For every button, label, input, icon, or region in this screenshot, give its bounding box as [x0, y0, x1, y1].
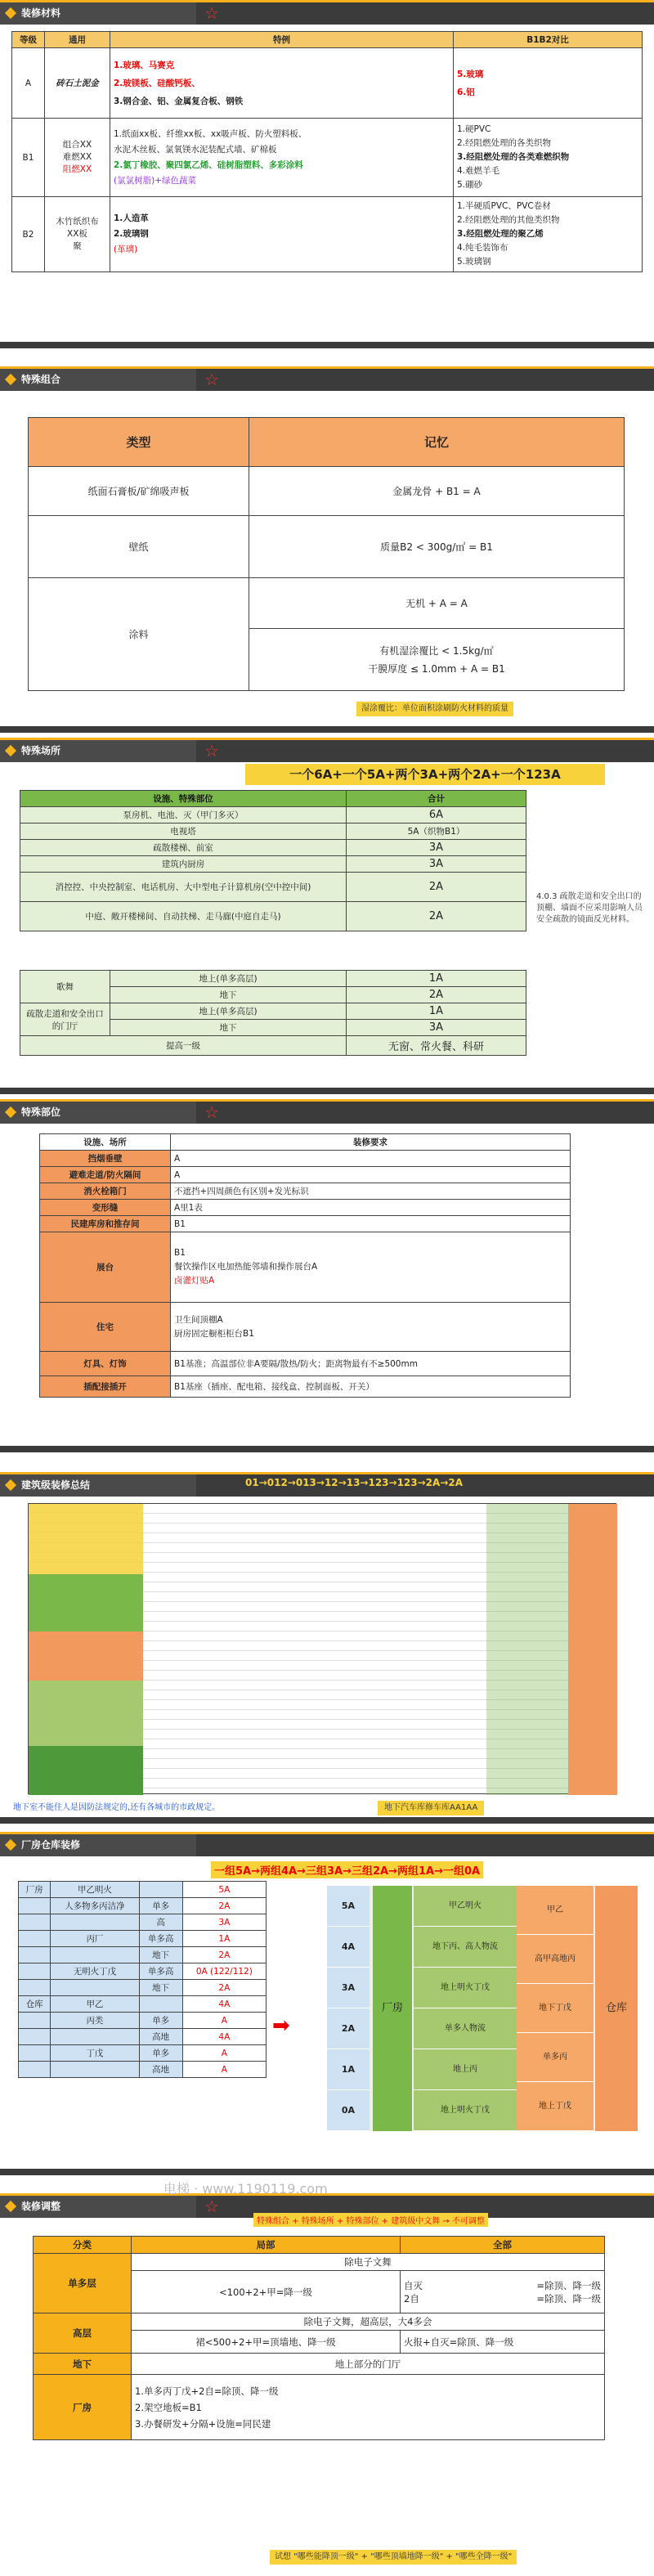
adjust-text: 地上部分的门厅 — [132, 2354, 605, 2375]
combo-memo: 干膜厚度 ≤ 1.0mm + A = B1 — [368, 662, 505, 675]
summary-grid — [28, 1503, 616, 1794]
col-head: 等级 — [12, 32, 45, 48]
adjust-text: 自灭 — [404, 2279, 423, 2291]
place: 消控控、中央控制室、电话机房、大中型电子计算机房(空中控中间) — [20, 873, 347, 902]
part: 插配接插开 — [40, 1376, 171, 1398]
plant-cell — [19, 2013, 51, 2029]
compare: 1.硬PVC — [457, 124, 491, 134]
col-head: 分类 — [34, 2237, 132, 2254]
plant-cell — [51, 2062, 139, 2078]
plant-row — [19, 2013, 267, 2029]
plant-label: 厂房 — [373, 1886, 412, 2131]
part-req: B1 — [171, 1216, 571, 1232]
combo-memo: 金属龙骨 + B1 = A — [249, 467, 625, 516]
plant-cell — [139, 1882, 182, 1898]
plant-row — [19, 1980, 267, 1996]
place-value: 2A — [347, 873, 526, 902]
part-req: B1基准；高温部位非A要隔/散热/防火；距离物最有不≥500mm — [171, 1352, 571, 1376]
combo-memo: 质量B2 < 300g/㎡ = B1 — [249, 516, 625, 578]
plant-row — [19, 1914, 267, 1931]
section-title: 装修材料 — [0, 2, 196, 25]
place-value: 2A — [347, 902, 526, 931]
part-req: 厨房固定橱柜柜台B1 — [174, 1328, 254, 1339]
plant-right — [327, 1886, 638, 2131]
plant-cell: 2A — [182, 1980, 266, 1996]
part-req: 卫生间顶棚A — [174, 1314, 223, 1325]
store-cell: 单多丙 — [517, 2033, 594, 2082]
example: 水泥木丝板、氯氧镁水泥装配式墙、矿棉板 — [114, 144, 277, 155]
place: 提高一级 — [20, 1036, 347, 1056]
star-icon: ☆ — [204, 3, 219, 23]
combo-type: 壁纸 — [29, 516, 249, 578]
part: 灯具、灯饰 — [40, 1352, 171, 1376]
place-value: 1A — [347, 1003, 526, 1020]
star-icon: ☆ — [204, 1102, 219, 1122]
place: 中庭、敞开楼梯间、自动扶梯、走马廊(中庭自走马) — [20, 902, 347, 931]
compare: 3.经阻燃处理的各类难燃织物 — [457, 152, 570, 162]
section-title: 装修调整 — [0, 2196, 196, 2218]
adjust-text: 1.单多丙丁戊+2自=除顶、降一级 — [135, 2385, 279, 2397]
part-req: 餐饮操作区电加热能邻墙和操作展台A — [174, 1262, 318, 1272]
place: 歌舞 — [20, 971, 110, 1003]
combo-table — [28, 417, 625, 691]
part-req: A — [171, 1167, 571, 1183]
level-label: 5A — [327, 1886, 370, 1927]
general: 砖石土泥金 — [45, 48, 110, 119]
general: 阻燃XX — [62, 164, 92, 174]
plant-cell: 地下 — [139, 1980, 182, 1996]
place: 疏散走道和安全出口的门厅 — [20, 1003, 110, 1036]
grade: B2 — [12, 197, 45, 272]
plant-row — [19, 2062, 267, 2078]
place-value: 无窗、常火餐、科研 — [347, 1036, 526, 1056]
example: 3.钢合金、铝、金属复合板、钢铁 — [114, 96, 244, 106]
part-req: B1 — [174, 1248, 186, 1258]
star-icon: ☆ — [204, 2197, 219, 2216]
divider — [0, 1817, 654, 1824]
example: (革璃) — [114, 245, 138, 254]
compare: 1.半硬质PVC、PVC卷材 — [457, 201, 551, 211]
place: 建筑内厨房 — [20, 856, 347, 873]
plant-cell: A — [182, 2062, 266, 2078]
part: 避难走道/防火隔间 — [40, 1167, 171, 1183]
section-title: 厂房仓库装修 — [0, 1834, 196, 1856]
compare: 2.经阻燃处理的各类织物 — [457, 138, 552, 148]
combo-memo: 有机湿涂覆比 < 1.5kg/㎡ — [379, 644, 494, 657]
plant-cell: 丙类 — [51, 2013, 139, 2029]
plant-cell: 0A (122/112) — [182, 1963, 266, 1980]
section-title: 特殊部位 — [0, 1102, 196, 1124]
part-req: A里1表 — [171, 1200, 571, 1216]
plant-cell: 4A — [182, 2029, 266, 2045]
plant-cell — [51, 1980, 139, 1996]
materials-table — [11, 31, 643, 272]
part-req: B1基座（插座、配电箱、接线盒、控制面板、开关） — [171, 1376, 571, 1398]
example: 2.氯丁橡胶、聚四氯乙烯、硅树脂塑料、多彩涂料 — [114, 159, 303, 170]
adjust-cat: 地下 — [34, 2354, 132, 2375]
plant-slogan: 一组5A→两组4A→三组3A→三组2A→两组1A→一组0A — [211, 1861, 483, 1878]
place-value: 1A — [347, 971, 526, 987]
plant-row — [19, 1996, 267, 2013]
summary-box: 地下汽车库修车库AA1AA — [378, 1801, 484, 1815]
plant-mid: 地下丙、高人物流 — [414, 1927, 517, 1968]
adjust-text: 2自 — [404, 2292, 419, 2304]
compare: 5.玻璃 — [457, 69, 484, 79]
plant-mid: 甲乙明火 — [414, 1886, 517, 1927]
place-sub: 地下 — [110, 987, 347, 1003]
place: 电视塔 — [20, 824, 347, 840]
plant-cell: 4A — [182, 1996, 266, 2013]
places-slogan: 一个6A+一个5A+两个3A+两个2A+一个123A — [245, 764, 605, 785]
plant-cell: A — [182, 2013, 266, 2029]
compare: 5.玻璃钢 — [457, 257, 491, 267]
general: 组合XX — [62, 140, 92, 150]
plant-cell: A — [182, 2045, 266, 2062]
plant-cell — [19, 1898, 51, 1914]
compare: 4.难燃羊毛 — [457, 166, 500, 176]
plant-cell: 3A — [182, 1914, 266, 1931]
section-title: 建筑级装修总结 — [0, 1474, 196, 1497]
part: 民建库房和推存间 — [40, 1216, 171, 1232]
col-head: 通用 — [45, 32, 110, 48]
plant-cell: 仓库 — [19, 1996, 51, 2013]
divider — [0, 2169, 654, 2175]
combo-note: 湿涂覆比：单位面积涂刷防火材料的质量 — [356, 702, 513, 716]
section-bar-materials — [0, 0, 654, 25]
place-value: 3A — [347, 840, 526, 856]
compare: 4.纯毛装饰布 — [457, 243, 508, 253]
col-head: 设施、特殊部位 — [20, 791, 347, 807]
adjust-slogan: 特殊组合 + 特殊场所 + 特殊部位 + 建筑级中文舞 → 不可调整 — [253, 2213, 488, 2227]
plant-row — [19, 1947, 267, 1963]
place-sub: 地上(单多高层) — [110, 1003, 347, 1020]
combo-memo: 无机 + A = A — [249, 578, 625, 629]
store-cell: 地下丁戊 — [517, 1984, 594, 2033]
adjust-table — [33, 2236, 605, 2440]
place-value: 5A（织物B1） — [347, 824, 526, 840]
arrow-icon: ➡ — [272, 2013, 290, 2038]
section-title: 特殊场所 — [0, 740, 196, 762]
section-bar-plant — [0, 1832, 654, 1856]
example: (氯氯树脂)+绿色蔬菜 — [114, 175, 196, 186]
col-head: 全部 — [401, 2237, 605, 2254]
level-label: 3A — [327, 1968, 370, 2008]
col-head: 装修要求 — [171, 1134, 571, 1151]
plant-row — [19, 1931, 267, 1947]
store-label: 仓库 — [595, 1886, 638, 2131]
plant-cell — [19, 1914, 51, 1931]
level-label: 2A — [327, 2008, 370, 2049]
adjust-cat: 单多层 — [34, 2254, 132, 2313]
summary-slogan: 01→012→013→12→13→123→123→2A→2A — [245, 1477, 464, 1488]
place-value: 3A — [347, 1020, 526, 1036]
plant-cell: 单多高 — [139, 1931, 182, 1947]
place-sub: 地下 — [110, 1020, 347, 1036]
part-req: A — [171, 1151, 571, 1167]
plant-mid: 地上丙 — [414, 2049, 517, 2090]
col-head: 类型 — [29, 418, 249, 467]
section-title: 特殊组合 — [0, 369, 196, 391]
col-head: 记忆 — [249, 418, 625, 467]
watermark: 电梯 · www.1190119.com — [164, 2181, 328, 2197]
plant-mid: 单多人物流 — [414, 2008, 517, 2049]
plant-cell: 2A — [182, 1947, 266, 1963]
plant-mid: 地上明火丁戊 — [414, 1968, 517, 2008]
plant-cell: 人多物多丙洁净 — [51, 1898, 139, 1914]
plant-cell: 5A — [182, 1882, 266, 1898]
plant-cell — [51, 2029, 139, 2045]
plant-row — [19, 1898, 267, 1914]
col-head: 局部 — [132, 2237, 401, 2254]
plant-cell — [19, 2062, 51, 2078]
example: 1.纸面xx板、纤维xx板、xx吸声板、防火塑料板、 — [114, 128, 307, 139]
plant-cell: 单多高 — [139, 1963, 182, 1980]
grade: B1 — [12, 119, 45, 197]
col-head: 特例 — [110, 32, 454, 48]
plant-cell — [19, 1947, 51, 1963]
plant-cell: 无明火丁戊 — [51, 1963, 139, 1980]
part-req: 不遮挡+四周颜色有区别+发光标识 — [171, 1183, 571, 1200]
plant-cell: 单多 — [139, 1898, 182, 1914]
plant-cell: 高地 — [139, 2062, 182, 2078]
section-bar-places — [0, 738, 654, 762]
example: 1.人造革 — [114, 213, 149, 223]
level-label: 4A — [327, 1927, 370, 1968]
compare: 2.经阻燃处理的其他类织物 — [457, 215, 560, 225]
compare: 5.硼砂 — [457, 180, 483, 190]
plant-row — [19, 1882, 267, 1898]
adjust-text: 除电子文舞 — [132, 2254, 605, 2271]
plant-row — [19, 2029, 267, 2045]
plant-mid: 地上明火丁戊 — [414, 2090, 517, 2131]
level-label: 0A — [327, 2090, 370, 2131]
adjust-text: =除顶、降一级 — [536, 2292, 601, 2304]
section-bar-combos — [0, 366, 654, 391]
divider — [0, 1446, 654, 1452]
place-value: 6A — [347, 807, 526, 824]
plant-row — [19, 1963, 267, 1980]
places-table — [20, 790, 526, 931]
part: 消火栓箱门 — [40, 1183, 171, 1200]
plant-cell: 甲乙明火 — [51, 1882, 139, 1898]
plant-cell — [19, 1931, 51, 1947]
example: 2.玻镁板、硅酸钙板、 — [114, 78, 200, 88]
part: 展台 — [40, 1232, 171, 1303]
plant-cell — [19, 2029, 51, 2045]
plant-cell: 单多 — [139, 2013, 182, 2029]
adjust-cat: 厂房 — [34, 2375, 132, 2440]
col-head: 设施、场所 — [40, 1134, 171, 1151]
combo-type: 纸面石膏板/矿绵吸声板 — [29, 467, 249, 516]
place-value: 3A — [347, 856, 526, 873]
adjust-cat: 高层 — [34, 2313, 132, 2354]
divider — [0, 342, 654, 348]
adjust-foot: 试想 "哪些能降顶一级" + "哪些顶墙地降一级" + "哪些全降一级" — [270, 2550, 517, 2565]
place: 泵房机、电池、灭（甲门多灭） — [20, 807, 347, 824]
general: 聚 — [73, 241, 82, 251]
plant-cell: 丙厂 — [51, 1931, 139, 1947]
store-cell: 地上丁戊 — [517, 2082, 594, 2131]
place-sub: 地上(单多高层) — [110, 971, 347, 987]
part: 挡烟垂壁 — [40, 1151, 171, 1167]
plant-cell: 丁戊 — [51, 2045, 139, 2062]
parts-table — [39, 1133, 571, 1398]
places-side-note: 4.0.3 疏散走道和安全出口的顶棚、墙面不应采用影响人员安全疏散的镜面反光材料。 — [536, 892, 643, 924]
general: XX板 — [67, 229, 87, 239]
plant-cell — [19, 1980, 51, 1996]
star-icon: ☆ — [204, 741, 219, 761]
col-head: 合计 — [347, 791, 526, 807]
divider — [0, 1088, 654, 1094]
adjust-text: 裙<500+2+甲=顶墙地、降一级 — [132, 2331, 401, 2354]
part-req: 卤灌灯贴A — [174, 1276, 215, 1286]
part: 变形缝 — [40, 1200, 171, 1216]
plant-cell — [19, 2045, 51, 2062]
col-head: B1B2对比 — [454, 32, 643, 48]
general: 木竹纸织布 — [56, 217, 99, 227]
plant-left-table — [18, 1881, 267, 2078]
section-bar-parts — [0, 1099, 654, 1124]
example: 2.玻璃钢 — [114, 229, 149, 239]
compare: 3.经阻燃处理的聚乙烯 — [457, 229, 544, 239]
part: 住宅 — [40, 1303, 171, 1352]
compare: 6.铝 — [457, 87, 475, 97]
adjust-text: 除电子文舞，超高层，大4多会 — [132, 2313, 605, 2331]
plant-cell: 高 — [139, 1914, 182, 1931]
summary-note: 地下室不能住人是因防法规定的,还有各城市的市政规定。 — [13, 1803, 221, 1812]
plant-cell: 高地 — [139, 2029, 182, 2045]
adjust-text: 2.架空地板=B1 — [135, 2401, 202, 2413]
level-label: 1A — [327, 2049, 370, 2090]
plant-cell: 厂房 — [19, 1882, 51, 1898]
adjust-text: <100+2+甲=降一级 — [132, 2271, 401, 2313]
grade: A — [12, 48, 45, 119]
places-table-2 — [20, 970, 526, 1056]
adjust-text: 3.办餐研发+分隔+设施=同民建 — [135, 2417, 271, 2430]
plant-cell: 单多 — [139, 2045, 182, 2062]
adjust-text: =除顶、降一级 — [536, 2279, 601, 2291]
plant-cell — [51, 1914, 139, 1931]
example: 1.玻璃、马赛克 — [114, 60, 175, 70]
plant-row — [19, 2045, 267, 2062]
place: 疏散楼梯、前室 — [20, 840, 347, 856]
divider — [0, 726, 654, 733]
adjust-text: 火报+自灭=除顶、降一级 — [401, 2331, 605, 2354]
store-cell: 高甲高地丙 — [517, 1935, 594, 1984]
plant-cell — [51, 1947, 139, 1963]
place-value: 2A — [347, 987, 526, 1003]
star-icon: ☆ — [204, 370, 219, 389]
store-cell: 甲乙 — [517, 1886, 594, 1935]
general: 难燃XX — [62, 152, 92, 162]
combo-type: 涂料 — [29, 578, 249, 691]
plant-cell: 地下 — [139, 1947, 182, 1963]
plant-cell: 2A — [182, 1898, 266, 1914]
plant-cell — [139, 1996, 182, 2013]
plant-cell: 1A — [182, 1931, 266, 1947]
plant-cell — [19, 1963, 51, 1980]
plant-cell: 甲乙 — [51, 1996, 139, 2013]
